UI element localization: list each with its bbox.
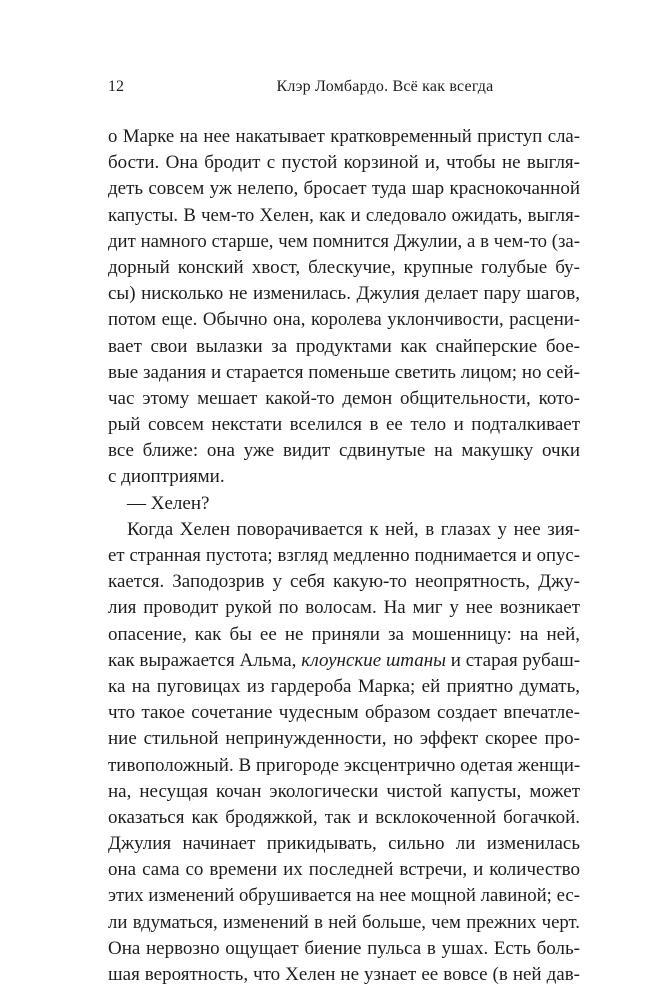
text-line: бости. Она бродит с пустой корзиной и, чтобы не выгля-	[108, 152, 580, 174]
text-line: потом еще. Обычно она, королева уклончивости, расцени-	[108, 309, 580, 331]
page-header	[108, 78, 580, 102]
text-line: дит намного старше, чем помнится Джулии, а в чем-то (за-	[108, 230, 580, 252]
text-line: опасение, как бы ее не приняли за мошенницу: на ней,	[108, 623, 580, 645]
text-line: рый совсем некстати вселился в ее тело и подталкивает	[108, 414, 580, 436]
text-line: вые задания и старается поменьше светить лицом; но сей-	[108, 361, 580, 383]
text-line: Когда Хелен поворачивается к ней, в глазах у нее зия-	[127, 518, 580, 540]
text-line: Джулия начинает прикидывать, сильно ли изменилась	[108, 833, 580, 855]
text-line: лия проводит рукой по волосам. На миг у нее возникает	[108, 597, 580, 619]
italic-phrase: клоунские штаны	[301, 649, 447, 671]
text-line: она сама со времени их последней встречи, и количество	[108, 859, 580, 881]
text-line: капусты. В чем-то Хелен, как и следовало ожидать, выгля-	[108, 204, 580, 226]
text-line: с диоптриями.	[108, 466, 225, 488]
text-line: ет странная пустота; взгляд медленно поднимается и опус-	[108, 545, 580, 566]
text-line: что такое сочетание чудесным образом создает впечатле-	[108, 702, 580, 724]
text-line: на, несущая кочан экологически чистой капусты, может	[108, 780, 580, 802]
page-number: 12	[108, 78, 124, 95]
text-line: вает свои вылазки за продуктами как снайперские бое-	[108, 335, 580, 357]
running-head: Клэр Ломбардо. Всё как всегда	[276, 78, 494, 95]
text-line: час этому мешает какой-то демон общительности, кото-	[108, 387, 580, 409]
text-line: ка на пуговицах из гардероба Марка; ей приятно думать,	[108, 675, 580, 697]
text-line: ли вдуматься, изменений в ней больше, чем прежних черт.	[108, 911, 580, 933]
text-line: дорный конский хвост, блескучие, крупные голубые бу-	[108, 256, 580, 278]
body-text	[108, 124, 580, 990]
text-line: сы) нисколько не изменилась. Джулия делает пару шагов,	[108, 283, 580, 305]
text-line: шая вероятность, что Хелен не узнает ее вовсе (в ней дав-	[108, 964, 580, 985]
text-line: этих изменений обрушивается на нее мощной лавиной; ес-	[108, 885, 580, 907]
text-fragment: и старая рубаш-	[446, 649, 581, 671]
text-line: все ближе: она уже видит сдвинутые на макушку очки	[108, 440, 580, 462]
text-line: кается. Заподозрив у себя какую-то неопрятность, Джу-	[108, 571, 580, 593]
text-line	[108, 648, 580, 674]
text-fragment: как выражается Альма,	[108, 649, 302, 671]
text-line: о Марке на нее накатывает кратковременный приступ сла-	[108, 126, 580, 147]
text-line: Она нервозно ощущает биение пульса в ушах. Есть боль-	[108, 937, 580, 959]
text-line: деть совсем уж нелепо, бросает туда шар краснокочанной	[108, 178, 580, 200]
dialogue-line: — Хелен?	[127, 492, 210, 514]
text-line: оказаться как бродяжкой, так и всклокоченной богачкой.	[108, 806, 580, 828]
text-line: ние стильной непринужденности, но эффект скорее про-	[108, 728, 580, 750]
text-line: тивоположный. В пригороде эксцентрично одетая женщи-	[108, 754, 581, 776]
